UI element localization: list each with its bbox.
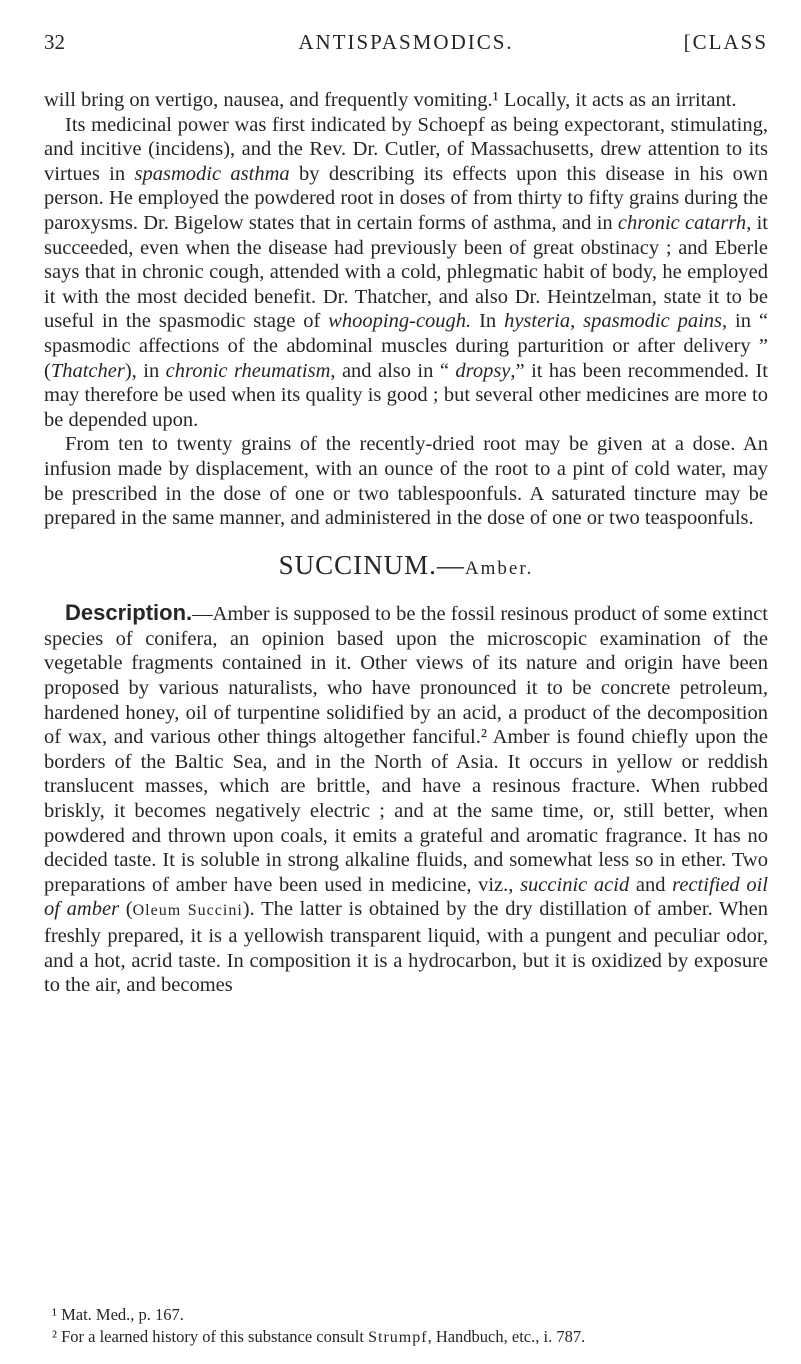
description-label: Description. [65, 600, 193, 626]
paragraph-description: Description.—Amber is supposed to be the fossil resinous product of some extinct species of conifera, an opinion based upon the microscopic examination of the vegetable fragments contained in it. Other views of its nature and origin have been proposed by various naturalists, who have pronounced it to be concrete petroleum, hardened honey, oil of turpentine solidified by an acid, a product of the decomposition of wax, and various other things altogether fanciful.² Amber is found chiefly upon the borders of the Baltic Sea, and in the North of Asia. It occurs in yellow or reddish translucent masses, which are brittle, and have a resinous fracture. When rubbed briskly, it becomes negatively electric ; and at the same time, or, still better, when powdered and thrown upon coals, it emits a grateful and aromatic fragrance. It has no decided taste. It is soluble in strong alkaline fluids, and somewhat less so in ether. Two preparations of amber have been used in medicine, viz., succinic acid and rectified oil of amber (Oleum Succini). The latter is obtained by the dry distillation of amber. When freshly prepared, it is a yellowish transparent liquid, with a pungent and peculiar odor, and a hot, acrid taste. In composition it is a hydrocarbon, but it is oxidized by exposure to the air, and becomes [44, 600, 769, 997]
footnote-2: ² For a learned history of this substance consult Strumpf, Handbuch, etc., i. 787. [52, 1327, 586, 1346]
page-number: 32 [44, 30, 65, 54]
paragraph-dosage: From ten to twenty grains of the recently-dried root may be given at a dose. An infusion made by displacement, with an ounce of the root to a pint of cold water, may be prescribed in the dose of one or two tablespoonfuls. A saturated tincture may be prepared in the same manner, and administered in the dose of one or two teaspoonfuls. [44, 433, 768, 530]
paragraph-medicinal-power: Its medicinal power was first indicated by Schoepf as being expectorant, stimulating, and incitive (incidens), and the Rev. Dr. Cutler, of Massachusetts, drew attention to its virtues in spasmodic asthma by describing its effects upon this disease in his own person. He employed the powdered root in doses of from thirty to fifty grains during the paroxysms. Dr. Bigelow states that in certain forms of asthma, and in chronic catarrh, it succeeded, even when the disease had previously been of great obstinacy ; and Eberle says that in chronic cough, attended with a cold, phlegmatic habit of body, he employed it with the most decided benefit. Dr. Thatcher, and also Dr. Heintzelman, state it to be useful in the spasmodic stage of whooping-cough. In hysteria, spasmodic pains, in “ spasmodic affections of the abdominal muscles during parturition or after delivery ” (Thatcher), in chronic rheumatism, and also in “ dropsy,” it has been recommended. It may therefore be used when its quality is good ; but several other medicines are more to be depended upon. [44, 113, 769, 431]
running-header [44, 22, 768, 62]
class-label: [CLASS [683, 30, 768, 54]
book-page [44, 0, 768, 998]
running-title: ANTISPASMODICS. [298, 30, 514, 54]
section-heading: SUCCINUM.—Amber. [278, 549, 534, 580]
footnote-1: ¹ Mat. Med., p. 167. [52, 1305, 184, 1324]
footnotes [44, 1304, 768, 1349]
main-text [44, 88, 768, 998]
paragraph-continuation: will bring on vertigo, nausea, and frequently vomiting.¹ Locally, it acts as an irritant. [44, 89, 737, 111]
